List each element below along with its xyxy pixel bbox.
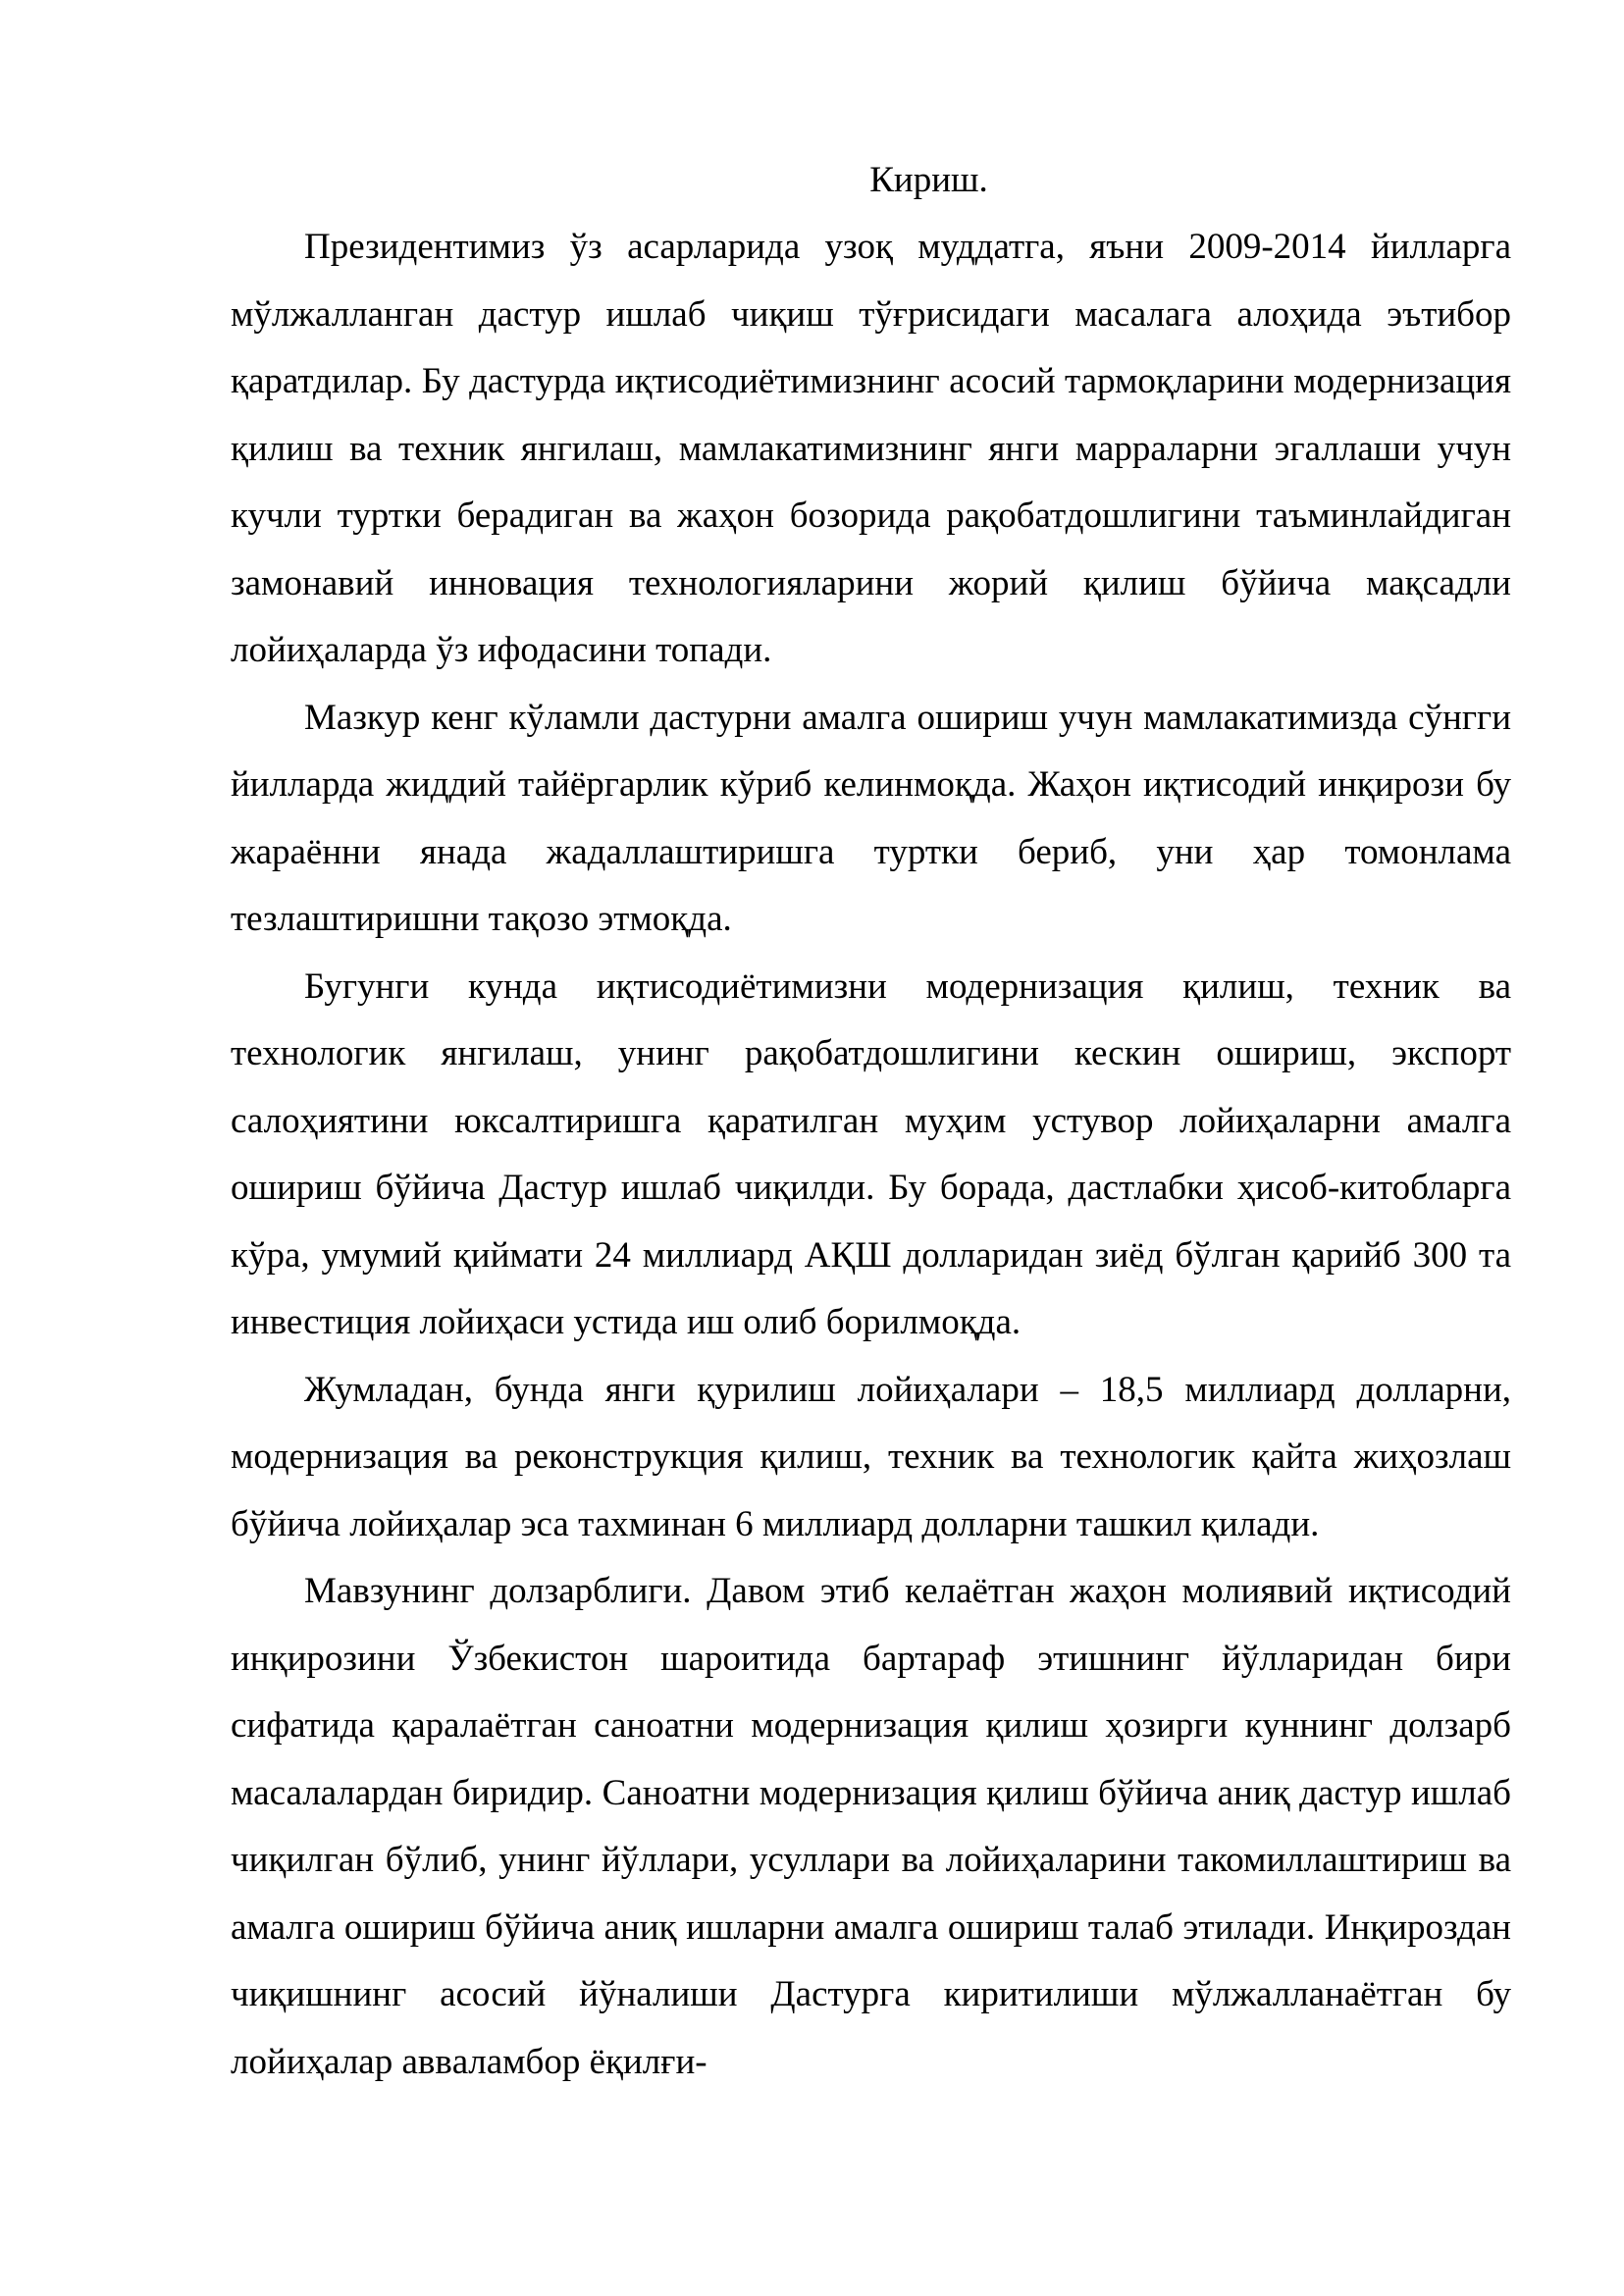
paragraph-1: Президентимиз ўз асарларида узоқ муддатга, яъни 2009-2014 йилларга мўлжалланган дастур ишлаб чиқиш тўғрисидаги масалага алоҳида эътибор қаратдилар. Бу дастурда иқтисодиётимизнинг асосий тармоқларини модернизация қилиш ва техник янгилаш, мамлакатимизнинг янги марраларни эгаллаши учун кучли туртки берадиган ва жаҳон бозорида рақобатдошлигини таъминлайдиган замонавий инновация технологияларини жорий қилиш бўйича мақсадли лойиҳаларда ўз ифодасини топади. [231,227,1511,670]
paragraph-2: Мазкур кенг кўламли дастурни амалга ошириш учун мамлакатимизда сўнгги йилларда жиддий тайёргарлик кўриб келинмоқда. Жаҳон иқтисодий инқирози бу жараённи янада жадаллаштиришга туртки бериб, уни ҳар томонлама тезлаштиришни тақозо этмоқда. [231,697,1511,939]
paragraph-5: Мавзунинг долзарблиги. Давом этиб келаётган жаҳон молиявий иқтисодий инқирозини Ўзбекистон шароитида бартараф этишнинг йўлларидан бири сифатида қаралаётган саноатни модернизация қилиш ҳозирги куннинг долзарб масалалардан биридир. Саноатни модернизация қилиш бўйича аниқ дастур ишлаб чиқилган бўлиб, унинг йўллари, усуллари ва лойиҳаларини такомиллаштириш ва амалга ошириш бўйича аниқ ишларни амалга ошириш талаб этилади. Инқироздан чиқишнинг асосий йўналиши Дастурга киритилиши мўлжалланаётган бу лойиҳалар аввaламбор ёқилғи- [231,1571,1511,2082]
page-heading: Кириш. [869,160,988,200]
paragraph-3: Бугунги кунда иқтисодиётимизни модернизация қилиш, техник ва технологик янгилаш, унинг рақобатдошлигини кескин ошириш, экспорт салоҳиятини юксалтиришга қаратилган муҳим устувор лойиҳаларни амалга ошириш бўйича Дастур ишлаб чиқилди. Бу борада, дастлабки ҳисоб-китобларга кўра, умумий қиймати 24 миллиард АҚШ долларидан зиёд бўлган қарийб 300 та инвестиция лойиҳаси устида иш олиб борилмоқда. [231,965,1511,1342]
paragraph-4: Жумладан, бунда янги қурилиш лойиҳалари – 18,5 миллиард долларни, модернизация ва реконструкция қилиш, техник ва технологик қайта жиҳозлаш бўйича лойиҳалар эса тахминан 6 миллиард долларни ташкил қилади. [231,1369,1511,1544]
document-body [231,147,1511,2096]
